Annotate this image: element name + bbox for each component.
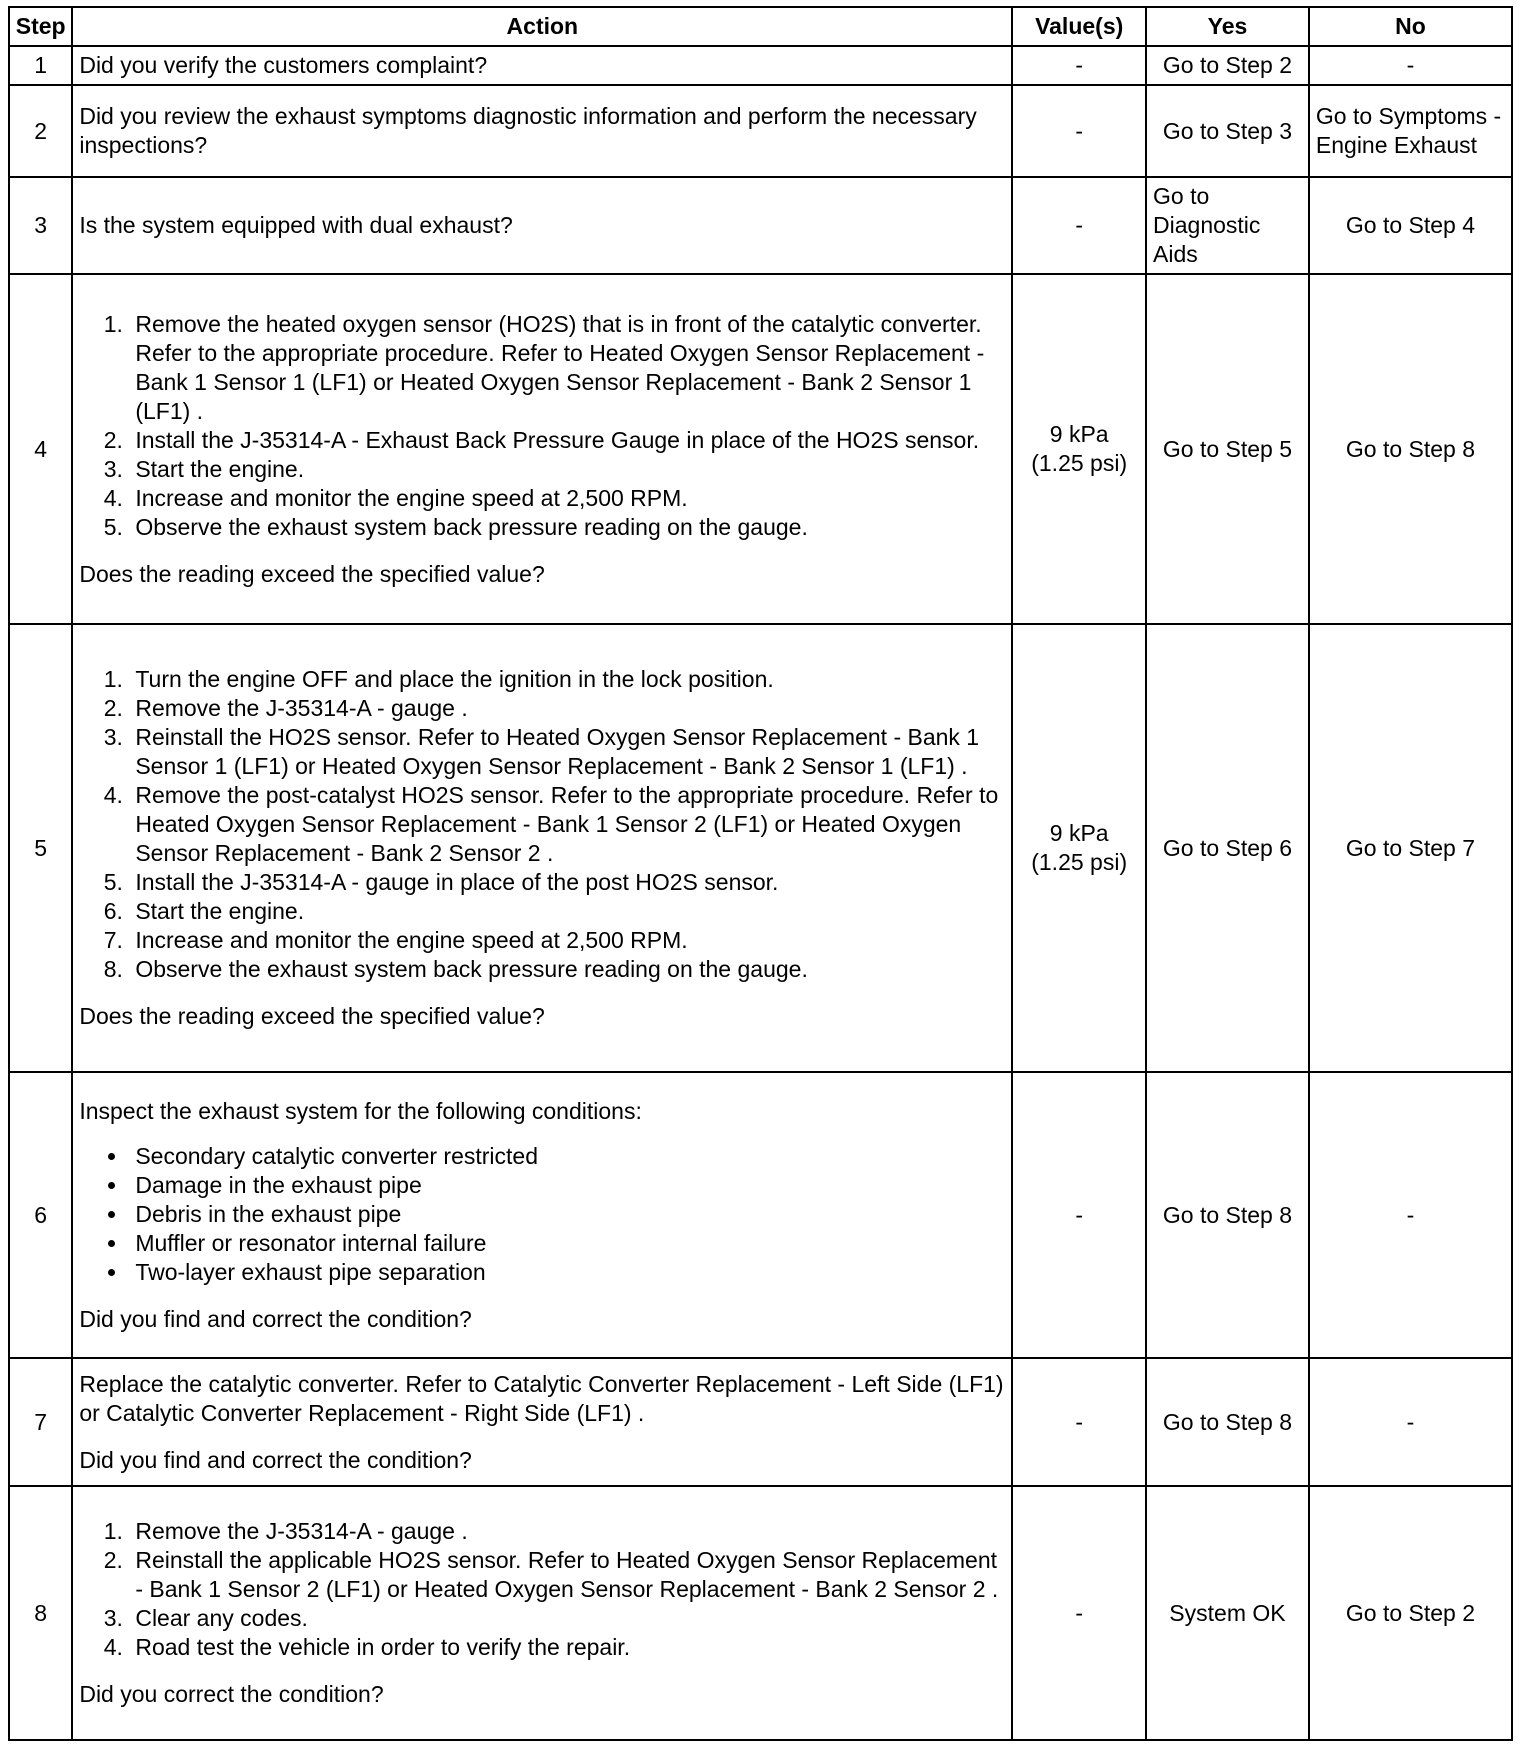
action-step: 6. Start the engine. xyxy=(129,897,1005,926)
value-metric: 9 kPa xyxy=(1049,820,1109,846)
no-cell: - xyxy=(1309,46,1512,85)
action-step: 5. Install the J-35314-A - gauge in place of the post HO2S sensor. xyxy=(129,868,1005,897)
action-cell xyxy=(72,46,1012,85)
value-metric: 9 kPa xyxy=(1049,421,1109,447)
action-step: 7. Increase and monitor the engine speed at 2,500 RPM. xyxy=(129,926,1005,955)
yes-cell: Go to Step 6 xyxy=(1146,624,1309,1072)
action-step: 3. Reinstall the HO2S sensor. Refer to Heated Oxygen Sensor Replacement - Bank 1 Sensor 1 (LF1) or Heated Oxygen Sensor Replacement - Bank 2 Sensor 1 (LF1) . xyxy=(129,723,1005,781)
step-number: 4 xyxy=(9,274,72,624)
table-header-row xyxy=(9,7,1512,46)
step-number: 2 xyxy=(9,85,72,177)
action-question: Did you review the exhaust symptoms diagnostic information and perform the necessary inspections? xyxy=(79,103,977,158)
table-row xyxy=(9,1072,1512,1358)
action-step: 4. Remove the post-catalyst HO2S sensor. Refer to the appropriate procedure. Refer to Heated Oxygen Sensor Replacement - Bank 1 Sensor 2 (LF1) or Heated Oxygen Sensor Replacement - Bank 2 Sensor 2 . xyxy=(129,781,1005,868)
action-step: 2. Remove the J-35314-A - gauge . xyxy=(129,694,1005,723)
yes-cell: System OK xyxy=(1146,1486,1309,1740)
header-step: Step xyxy=(9,7,72,46)
step-number: 1 xyxy=(9,46,72,85)
action-question: Is the system equipped with dual exhaust? xyxy=(79,212,513,238)
action-step: 1. Remove the J-35314-A - gauge . xyxy=(129,1517,1005,1546)
action-step: 2. Install the J-35314-A - Exhaust Back Pressure Gauge in place of the HO2S sensor. xyxy=(129,426,1005,455)
action-question: Did you find and correct the condition? xyxy=(79,1446,472,1473)
step-number: 8 xyxy=(9,1486,72,1740)
action-cell xyxy=(72,1486,1012,1740)
action-cell xyxy=(72,1358,1012,1486)
yes-cell: Go to Step 5 xyxy=(1146,274,1309,624)
action-step: 3. Start the engine. xyxy=(129,455,1005,484)
no-cell: Go to Step 2 xyxy=(1309,1486,1512,1740)
condition-item: • Debris in the exhaust pipe xyxy=(129,1200,1005,1229)
table-row xyxy=(9,177,1512,274)
no-cell: - xyxy=(1309,1358,1512,1486)
condition-item: • Two-layer exhaust pipe separation xyxy=(129,1258,1005,1287)
step-number: 7 xyxy=(9,1358,72,1486)
action-step: 1. Remove the heated oxygen sensor (HO2S) that is in front of the catalytic converter. Refer to the appropriate procedure. Refer to Heated Oxygen Sensor Replacement - Bank 1 Sensor 1 (LF1) or Heated Oxygen Sensor Replacement - Bank 2 Sensor 1 (LF1) . xyxy=(129,310,1005,426)
table-row xyxy=(9,1486,1512,1740)
table-row xyxy=(9,624,1512,1072)
table-row xyxy=(9,1358,1512,1486)
no-cell: Go to Symptoms - Engine Exhaust xyxy=(1309,85,1512,177)
action-step: 3. Clear any codes. xyxy=(129,1604,1005,1633)
no-cell: Go to Step 4 xyxy=(1309,177,1512,274)
diagnostic-table xyxy=(8,6,1513,1741)
value-cell: - xyxy=(1012,1072,1146,1358)
header-no: No xyxy=(1309,7,1512,46)
action-step: 4. Road test the vehicle in order to verify the repair. xyxy=(129,1633,1005,1662)
yes-cell: Go to Step 8 xyxy=(1146,1072,1309,1358)
action-question: Did you correct the condition? xyxy=(79,1681,384,1707)
condition-item: • Damage in the exhaust pipe xyxy=(129,1171,1005,1200)
value-cell: - xyxy=(1012,85,1146,177)
value-imperial: (1.25 psi) xyxy=(1031,450,1128,476)
action-question: Did you verify the customers complaint? xyxy=(79,52,488,78)
header-values: Value(s) xyxy=(1012,7,1146,46)
value-cell xyxy=(1012,624,1146,1072)
action-intro: Inspect the exhaust system for the following conditions: xyxy=(79,1097,642,1124)
step-number: 3 xyxy=(9,177,72,274)
action-cell xyxy=(72,85,1012,177)
table-row xyxy=(9,274,1512,624)
action-step: 8. Observe the exhaust system back pressure reading on the gauge. xyxy=(129,955,1005,984)
yes-cell: Go to Step 8 xyxy=(1146,1358,1309,1486)
value-cell: - xyxy=(1012,177,1146,274)
header-action: Action xyxy=(72,7,1012,46)
action-steps-list xyxy=(79,665,1005,984)
no-cell: Go to Step 8 xyxy=(1309,274,1512,624)
no-cell: Go to Step 7 xyxy=(1309,624,1512,1072)
yes-cell: Go to Diagnostic Aids xyxy=(1146,177,1309,274)
step-number: 5 xyxy=(9,624,72,1072)
action-cell xyxy=(72,1072,1012,1358)
value-cell: - xyxy=(1012,1358,1146,1486)
no-cell: - xyxy=(1309,1072,1512,1358)
value-cell xyxy=(1012,274,1146,624)
action-steps-list xyxy=(79,1517,1005,1662)
action-cell xyxy=(72,274,1012,624)
action-step: 4. Increase and monitor the engine speed at 2,500 RPM. xyxy=(129,484,1005,513)
condition-list xyxy=(79,1142,1005,1287)
header-yes: Yes xyxy=(1146,7,1309,46)
action-question: Does the reading exceed the specified value? xyxy=(79,560,545,587)
value-imperial: (1.25 psi) xyxy=(1031,849,1128,875)
action-intro: Replace the catalytic converter. Refer to Catalytic Converter Replacement - Left Side (LF1) or Catalytic Converter Replacement - Right Side (LF1) . xyxy=(79,1370,1004,1426)
condition-item: • Secondary catalytic converter restricted xyxy=(129,1142,1005,1171)
condition-item: • Muffler or resonator internal failure xyxy=(129,1229,1005,1258)
step-number: 6 xyxy=(9,1072,72,1358)
action-step: 5. Observe the exhaust system back pressure reading on the gauge. xyxy=(129,513,1005,542)
action-question: Did you find and correct the condition? xyxy=(79,1305,472,1332)
table-row xyxy=(9,85,1512,177)
action-cell xyxy=(72,624,1012,1072)
yes-cell: Go to Step 3 xyxy=(1146,85,1309,177)
table-row xyxy=(9,46,1512,85)
action-question: Does the reading exceed the specified value? xyxy=(79,1003,545,1029)
action-cell xyxy=(72,177,1012,274)
value-cell: - xyxy=(1012,1486,1146,1740)
action-steps-list xyxy=(79,310,1005,542)
value-cell: - xyxy=(1012,46,1146,85)
action-step: 1. Turn the engine OFF and place the ignition in the lock position. xyxy=(129,665,1005,694)
yes-cell: Go to Step 2 xyxy=(1146,46,1309,85)
action-step: 2. Reinstall the applicable HO2S sensor. Refer to Heated Oxygen Sensor Replacement - Bank 1 Sensor 2 (LF1) or Heated Oxygen Sensor Replacement - Bank 2 Sensor 2 . xyxy=(129,1546,1005,1604)
